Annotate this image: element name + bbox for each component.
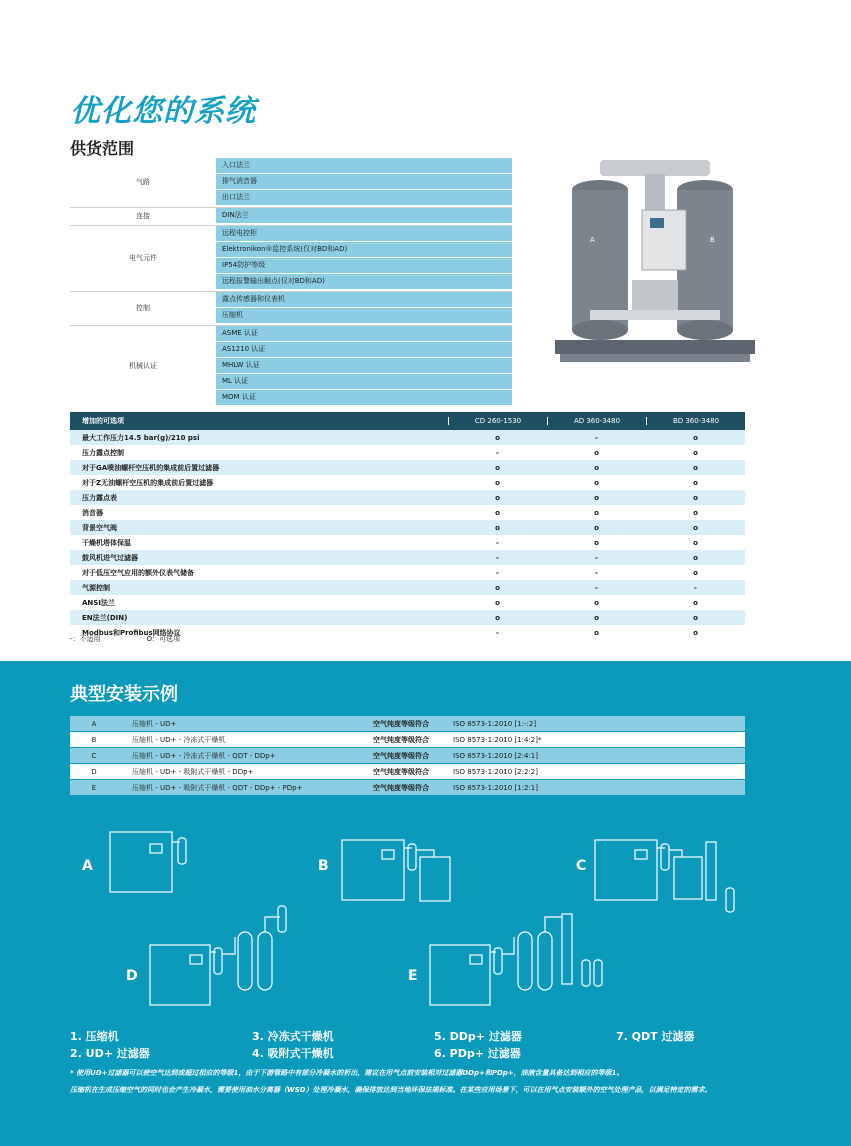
installation-key: B (91, 735, 97, 744)
compressor-a (110, 832, 172, 892)
options-row-value: o (693, 508, 698, 517)
options-row-value: o (495, 463, 500, 472)
options-row-value: o (693, 538, 698, 547)
options-row-name: 压力露点表 (82, 493, 117, 502)
installation-iso: ISO 8573-1:2010 [1:-:2] (453, 719, 537, 728)
installation-key: E (91, 783, 97, 792)
legend-item: 2. UD+ 过滤器 (70, 1047, 150, 1060)
options-row-name: 干燥机塔体保温 (82, 538, 131, 547)
options-row-value: o (495, 433, 500, 442)
scope-group-label: 气路 (136, 178, 150, 186)
installation-quality-label: 空气纯度等级符合 (373, 767, 429, 776)
options-row-value: - (496, 538, 499, 547)
options-row-value: o (594, 628, 599, 637)
options-row-value: o (495, 478, 500, 487)
installation-config: 压缩机 - UD+ (132, 719, 177, 728)
options-row-value: o (693, 448, 698, 457)
scope-group (70, 207, 512, 225)
options-header-col: BD 360-3480 (646, 417, 745, 425)
scope-group-label: 控制 (136, 304, 150, 312)
options-row (70, 550, 745, 565)
legend-item: 7. QDT 过滤器 (616, 1030, 695, 1043)
installation-diagrams (70, 802, 770, 1020)
scope-group-label: 机械认证 (129, 362, 157, 370)
scope-item: 压缩机 (216, 308, 512, 323)
options-row-name: 对于低压空气应用的额外仪表气储备 (82, 568, 194, 577)
options-row (70, 520, 745, 535)
options-row-value: o (495, 508, 500, 517)
options-row-value: o (693, 598, 698, 607)
installation-key: D (91, 767, 97, 776)
diagram-letter-b: B (318, 858, 329, 874)
options-row-value: - (595, 568, 598, 577)
adsorption-dryer-e (518, 932, 532, 990)
scope-item: 入口法兰 (216, 158, 512, 173)
options-row-value: o (495, 598, 500, 607)
adsorption-dryer-d (238, 932, 252, 990)
scope-table (70, 158, 512, 407)
legend-item: 5. DDp+ 过滤器 (434, 1030, 522, 1043)
installation-key: C (91, 751, 97, 760)
options-row-name: 压力露点控制 (82, 448, 124, 457)
installation-config: 压缩机 - UD+ - 吸附式干燥机 - QDT - DDp+ - PDp+ (132, 783, 303, 792)
scope-item: Elektronikon®监控系统(仅对BD和AD) (216, 242, 512, 257)
scope-group-label: 连接 (136, 212, 150, 220)
installation-quality-label: 空气纯度等级符合 (373, 751, 429, 760)
options-row-name: EN法兰(DIN) (82, 613, 128, 622)
options-row-value: o (693, 478, 698, 487)
options-header-name: 增加的可选项 (82, 417, 124, 425)
options-row-name: 气源控制 (82, 583, 110, 592)
installation-row (70, 764, 745, 779)
footnote: * 使用UD+过滤器可以使空气达到或超过相应的等级1，由于下游管路中有部分冷凝水的析出，建议在用气点前安装相对过滤器DDp+和PDp+，油液含量具备达到相应的等级1。 (70, 1069, 624, 1077)
options-row (70, 445, 745, 460)
refrig-dryer-c (674, 857, 702, 899)
installation-config: 压缩机 - UD+ - 冷冻式干燥机 (132, 735, 226, 744)
options-row-value: o (594, 538, 599, 547)
options-row (70, 565, 745, 580)
installation-row (70, 716, 745, 731)
scope-item: 出口法兰 (216, 190, 512, 205)
installation-row (70, 780, 745, 795)
scope-group (70, 158, 512, 207)
qdt-filter-c (706, 842, 716, 900)
options-row-value: o (693, 463, 698, 472)
installation-row (70, 732, 745, 747)
installation-key: A (91, 719, 97, 728)
options-row-name: 消音器 (82, 508, 103, 517)
installation-quality-label: 空气纯度等级符合 (373, 719, 429, 728)
options-row-name: 鼓风机进气过滤器 (82, 553, 138, 562)
installation-iso: ISO 8573-1:2010 [1:4:2]* (453, 735, 542, 744)
scope-item: ML 认证 (216, 374, 512, 389)
options-row-value: o (594, 463, 599, 472)
options-row-value: o (693, 553, 698, 562)
options-row-value: - (496, 448, 499, 457)
scope-item: IP54防护等级 (216, 258, 512, 273)
options-row-value: o (495, 583, 500, 592)
legend-item: 1. 压缩机 (70, 1030, 119, 1043)
section-title-scope: 供货范围 (70, 139, 135, 158)
options-header-row (70, 412, 745, 430)
options-row-name: 对于Z无油螺杆空压机的集成前后置过滤器 (82, 478, 214, 487)
page-title: 优化您的系统 (70, 94, 256, 129)
installation-quality-label: 空气纯度等级符合 (373, 735, 429, 744)
options-row-value: o (693, 493, 698, 502)
scope-item: 露点传感器和仪表机 (216, 292, 512, 307)
options-row-value: - (595, 553, 598, 562)
options-row-value: - (496, 628, 499, 637)
options-row-value: - (496, 568, 499, 577)
options-row-value: o (693, 523, 698, 532)
options-row (70, 580, 745, 595)
compressor-b (342, 840, 404, 900)
options-row-value: o (594, 523, 599, 532)
scope-item: DIN法兰 (216, 208, 512, 223)
installation-iso: ISO 8573-1:2010 [2:2:2] (453, 767, 538, 776)
compressor-c (595, 840, 657, 900)
options-row-value: o (693, 568, 698, 577)
scope-item: 远程电控柜 (216, 226, 512, 241)
legend-item: 3. 冷冻式干燥机 (252, 1030, 334, 1043)
options-row-value: - (694, 583, 697, 592)
footnotes (70, 1068, 760, 1102)
scope-group (70, 291, 512, 325)
options-row-name: ANSI法兰 (82, 598, 115, 607)
options-row-name: 背景空气阀 (82, 523, 117, 532)
options-row (70, 610, 745, 625)
options-row (70, 490, 745, 505)
options-row-value: o (594, 598, 599, 607)
options-header-col: AD 360-3480 (547, 417, 646, 425)
options-row (70, 430, 745, 445)
scope-group (70, 325, 512, 407)
compressor-d (150, 945, 210, 1005)
options-row-value: o (594, 448, 599, 457)
scope-group-label: 电气元件 (129, 254, 157, 262)
options-row-value: o (495, 493, 500, 502)
installation-config: 压缩机 - UD+ - 吸附式干燥机 - DDp+ (132, 767, 254, 776)
legend-item: 4. 吸附式干燥机 (252, 1047, 334, 1060)
diagram-letter-e: E (408, 968, 418, 984)
diagram-letter-a: A (82, 858, 93, 874)
diagram-letter-d: D (126, 968, 138, 984)
options-row-value: o (693, 628, 698, 637)
options-header-col: CD 260-1530 (448, 417, 547, 425)
options-row (70, 595, 745, 610)
scope-item: 排气消音器 (216, 174, 512, 189)
options-row (70, 475, 745, 490)
legend-item: 6. PDp+ 过滤器 (434, 1047, 521, 1060)
vessel-label-a: A (590, 236, 595, 244)
vessel-label-b: B (710, 236, 715, 244)
options-row-name: 最大工作压力14.5 bar(g)/210 psi (82, 433, 200, 442)
options-row-value: o (594, 478, 599, 487)
installation-iso: ISO 8573-1:2010 [1:2:1] (453, 783, 538, 792)
scope-item: AS1210 认证 (216, 342, 512, 357)
options-row-value: o (594, 613, 599, 622)
options-row-value: o (693, 433, 698, 442)
dryer-product-image (550, 150, 760, 380)
options-legend-optional: O：可选项 (146, 635, 181, 643)
options-row-name: Modbus和Profibus网络协议 (82, 628, 181, 637)
installation-table (70, 716, 745, 796)
scope-item: MOM 认证 (216, 390, 512, 405)
footnote: 压缩机在生成压缩空气的同时也会产生冷凝水，需要使用油水分离器（WSD）处理冷凝水，确保排放达到当地环保法规标准。在某些应用场景下，可以在用气点安装额外的空气处理产品，以满足特定的需求。 (70, 1086, 712, 1094)
options-row-name: 对于GA喷油螺杆空压机的集成前后置过滤器 (82, 463, 220, 472)
options-row-value: - (595, 583, 598, 592)
installation-iso: ISO 8573-1:2010 [2:4:1] (453, 751, 538, 760)
options-row (70, 460, 745, 475)
options-row-value: o (594, 508, 599, 517)
scope-group (70, 225, 512, 291)
options-row (70, 535, 745, 550)
scope-item: MHLW 认证 (216, 358, 512, 373)
refrig-dryer-b (420, 857, 450, 901)
options-row-value: - (496, 553, 499, 562)
options-row (70, 505, 745, 520)
options-row-value: o (495, 523, 500, 532)
options-table (70, 412, 745, 640)
scope-item: ASME 认证 (216, 326, 512, 341)
installation-config: 压缩机 - UD+ - 冷冻式干燥机 - QDT - DDp+ (132, 751, 276, 760)
diagram-letter-c: C (576, 858, 587, 874)
options-row-value: o (495, 613, 500, 622)
options-row-value: - (595, 433, 598, 442)
options-legend (70, 634, 180, 644)
options-row-value: o (594, 493, 599, 502)
options-legend-na: -：不适用 (70, 635, 101, 643)
installation-quality-label: 空气纯度等级符合 (373, 783, 429, 792)
installation-row (70, 748, 745, 763)
section-title-installation: 典型安装示例 (70, 684, 178, 705)
qdt-filter-e (562, 914, 572, 984)
scope-item: 远程报警输出触点(仅对BD和AD) (216, 274, 512, 289)
compressor-e (430, 945, 490, 1005)
options-row-value: o (693, 613, 698, 622)
